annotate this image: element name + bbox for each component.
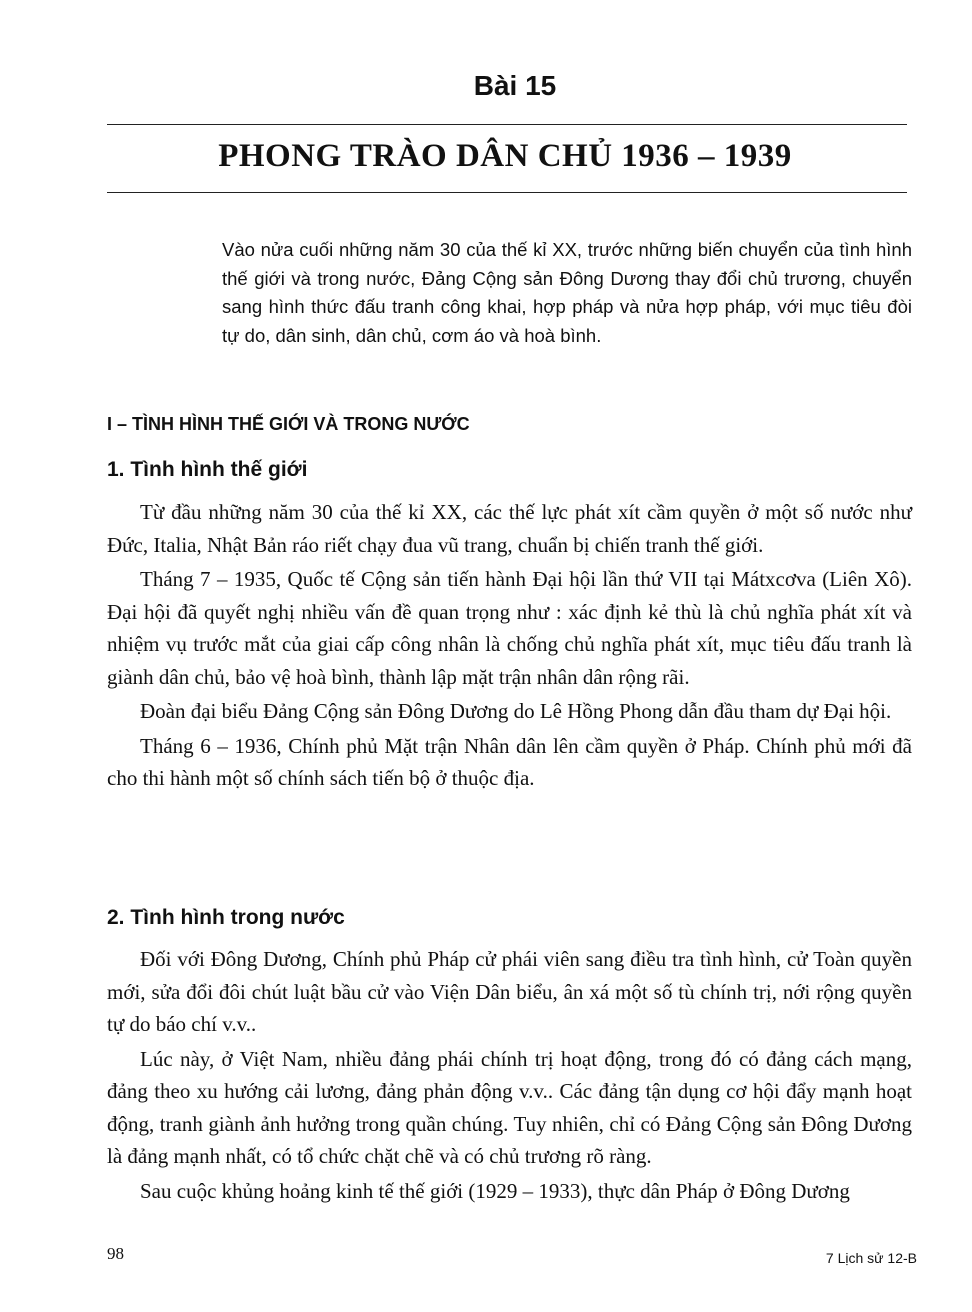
subsection-body-domestic <box>107 943 912 1209</box>
subsection-heading-world: 1. Tình hình thế giới <box>107 458 308 481</box>
page-number: 98 <box>107 1244 124 1263</box>
page-title: PHONG TRÀO DÂN CHỦ 1936 – 1939 <box>218 138 792 174</box>
book-label: 7 Lịch sử 12-B <box>825 1250 917 1266</box>
paragraph: Đoàn đại biểu Đảng Cộng sản Đông Dương do Lê Hồng Phong dẫn đầu tham dự Đại hội. <box>140 699 892 723</box>
subsection-heading-domestic: 2. Tình hình trong nước <box>107 906 345 929</box>
paragraph: Tháng 6 – 1936, Chính phủ Mặt trận Nhân dân lên cầm quyền ở Pháp. Chính phủ mới đã cho thi hành một số chính sách tiến bộ ở thuộc địa. <box>107 733 912 790</box>
intro-paragraph: Vào nửa cuối những năm 30 của thế kỉ XX, trước những biến chuyển của tình hình thế giới và trong nước, Đảng Cộng sản Đông Dương thay đổi chủ trương, chuyển sang hình thức đấu tranh công khai, hợp pháp và nửa hợp pháp, với mục tiêu đòi tự do, dân sinh, dân chủ, cơm áo và hoà bình. <box>222 239 912 346</box>
title-rule-bottom <box>107 192 907 193</box>
section-heading: I – TÌNH HÌNH THẾ GIỚI VÀ TRONG NƯỚC <box>107 414 470 434</box>
paragraph: Từ đầu những năm 30 của thế kỉ XX, các thế lực phát xít cầm quyền ở một số nước như Đức, Italia, Nhật Bản ráo riết chạy đua vũ trang, chuẩn bị chiến tranh thế giới. <box>107 500 912 557</box>
lesson-number: Bài 15 <box>473 70 557 101</box>
paragraph: Sau cuộc khủng hoảng kinh tế thế giới (1929 – 1933), thực dân Pháp ở Đông Dương <box>140 1178 850 1203</box>
paragraph: Tháng 7 – 1935, Quốc tế Cộng sản tiến hành Đại hội lần thứ VII tại Mátxcơva (Liên Xô). Đại hội đã quyết nghị nhiều vấn đề quan trọng như : xác định kẻ thù là chủ nghĩa phát xít và nhiệm vụ trước mắt của giai cấp công nhân là chống chủ nghĩa phát xít, mục tiêu đấu tranh là giành dân chủ, bảo vệ hoà bình, thành lập mặt trận nhân dân rộng rãi. <box>107 567 912 689</box>
paragraph: Lúc này, ở Việt Nam, nhiều đảng phái chính trị hoạt động, trong đó có đảng cách mạng, đảng theo xu hướng cải lương, đảng phản động v.v.. Các đảng tận dụng cơ hội đẩy mạnh hoạt động, tranh giành ảnh hưởng trong quần chúng. Tuy nhiên, chỉ có Đảng Cộng sản Đông Dương là đảng mạnh nhất, có tổ chức chặt chẽ và có chủ trương rõ ràng. <box>107 1046 912 1168</box>
paragraph: Đối với Đông Dương, Chính phủ Pháp cử phái viên sang điều tra tình hình, cử Toàn quyền mới, sửa đổi đôi chút luật bầu cử vào Viện Dân biểu, ân xá một số tù chính trị, nới rộng quyền tự do báo chí v.v.. <box>107 947 912 1036</box>
subsection-body-world <box>107 496 912 797</box>
title-rule-top <box>107 124 907 125</box>
